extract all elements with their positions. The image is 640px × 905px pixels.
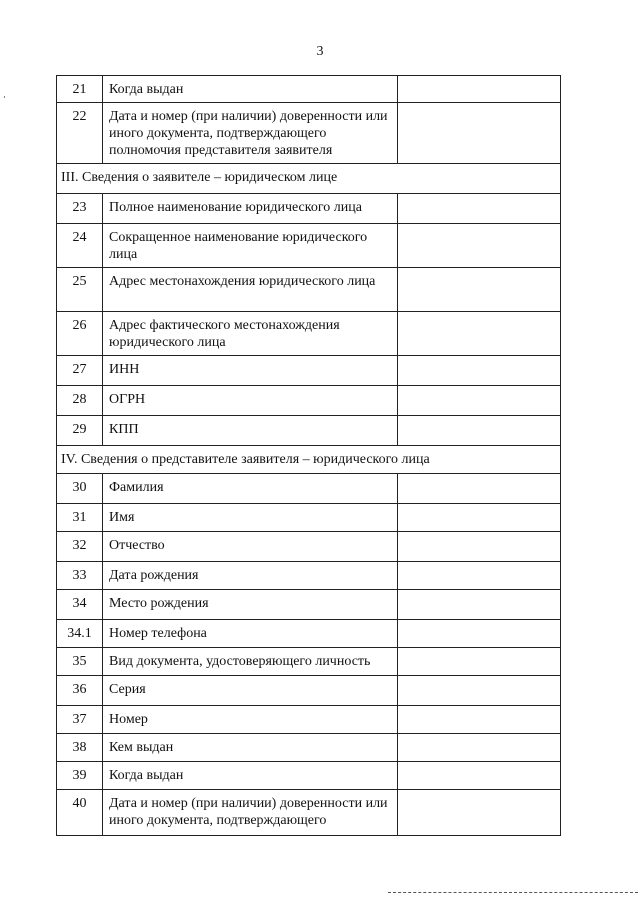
item-value-cell[interactable] [398, 648, 561, 676]
item-number: 36 [57, 676, 103, 706]
table-row [57, 416, 561, 446]
item-number: 23 [57, 194, 103, 224]
item-number: 21 [57, 76, 103, 103]
table-row [57, 103, 561, 164]
item-value-cell[interactable] [398, 762, 561, 790]
table-row [57, 648, 561, 676]
item-label: Фамилия [103, 474, 398, 504]
form-table [56, 75, 561, 836]
item-number: 35 [57, 648, 103, 676]
item-label: Когда выдан [103, 76, 398, 103]
item-label: Имя [103, 504, 398, 532]
item-number: 25 [57, 268, 103, 312]
item-value-cell[interactable] [398, 590, 561, 620]
item-value-cell[interactable] [398, 734, 561, 762]
table-row [57, 76, 561, 103]
form-table-body [57, 76, 561, 836]
item-label: Номер телефона [103, 620, 398, 648]
section-title: III. Сведения о заявителе – юридическом лице [57, 164, 561, 194]
item-label: Номер [103, 706, 398, 734]
table-row [57, 224, 561, 268]
item-number: 34 [57, 590, 103, 620]
item-label: Вид документа, удостоверяющего личность [103, 648, 398, 676]
item-value-cell[interactable] [398, 356, 561, 386]
item-label: Дата и номер (при наличии) доверенности или иного документа, подтверждающего полномочия представителя заявителя [103, 103, 398, 164]
item-label: Дата рождения [103, 562, 398, 590]
section-header-row [57, 164, 561, 194]
table-row [57, 268, 561, 312]
item-value-cell[interactable] [398, 790, 561, 836]
item-number: 29 [57, 416, 103, 446]
item-number: 24 [57, 224, 103, 268]
item-value-cell[interactable] [398, 504, 561, 532]
section-title: IV. Сведения о представителе заявителя – юридического лица [57, 446, 561, 474]
item-number: 22 [57, 103, 103, 164]
page-number: 3 [316, 44, 324, 59]
item-number: 28 [57, 386, 103, 416]
item-label: КПП [103, 416, 398, 446]
item-value-cell[interactable] [398, 76, 561, 103]
table-row [57, 386, 561, 416]
table-row [57, 562, 561, 590]
scan-artifact [4, 96, 5, 98]
table-row [57, 676, 561, 706]
item-label: Кем выдан [103, 734, 398, 762]
item-label: Адрес фактического местонахождения юридического лица [103, 312, 398, 356]
item-number: 26 [57, 312, 103, 356]
table-row [57, 504, 561, 532]
table-row [57, 620, 561, 648]
item-value-cell[interactable] [398, 620, 561, 648]
table-row [57, 590, 561, 620]
item-value-cell[interactable] [398, 103, 561, 164]
item-number: 30 [57, 474, 103, 504]
table-row [57, 474, 561, 504]
table-row [57, 356, 561, 386]
item-label: Место рождения [103, 590, 398, 620]
table-row [57, 706, 561, 734]
item-value-cell[interactable] [398, 706, 561, 734]
table-row [57, 312, 561, 356]
item-label: Сокращенное наименование юридического лица [103, 224, 398, 268]
item-value-cell[interactable] [398, 268, 561, 312]
item-number: 37 [57, 706, 103, 734]
table-row [57, 532, 561, 562]
item-number: 40 [57, 790, 103, 836]
item-value-cell[interactable] [398, 474, 561, 504]
item-value-cell[interactable] [398, 194, 561, 224]
scan-artifact-line [388, 892, 638, 894]
table-row [57, 762, 561, 790]
item-value-cell[interactable] [398, 386, 561, 416]
section-header-row [57, 446, 561, 474]
item-number: 38 [57, 734, 103, 762]
item-label: Дата и номер (при наличии) доверенности или иного документа, подтверждающего [103, 790, 398, 836]
item-label: ИНН [103, 356, 398, 386]
item-number: 34.1 [57, 620, 103, 648]
item-label: Адрес местонахождения юридического лица [103, 268, 398, 312]
item-value-cell[interactable] [398, 312, 561, 356]
item-label: ОГРН [103, 386, 398, 416]
table-row [57, 790, 561, 836]
item-value-cell[interactable] [398, 416, 561, 446]
table-row [57, 734, 561, 762]
item-label: Отчество [103, 532, 398, 562]
item-value-cell[interactable] [398, 676, 561, 706]
item-value-cell[interactable] [398, 224, 561, 268]
item-number: 27 [57, 356, 103, 386]
table-row [57, 194, 561, 224]
item-number: 32 [57, 532, 103, 562]
item-number: 39 [57, 762, 103, 790]
item-label: Полное наименование юридического лица [103, 194, 398, 224]
item-label: Серия [103, 676, 398, 706]
item-value-cell[interactable] [398, 532, 561, 562]
item-number: 33 [57, 562, 103, 590]
item-label: Когда выдан [103, 762, 398, 790]
item-number: 31 [57, 504, 103, 532]
item-value-cell[interactable] [398, 562, 561, 590]
